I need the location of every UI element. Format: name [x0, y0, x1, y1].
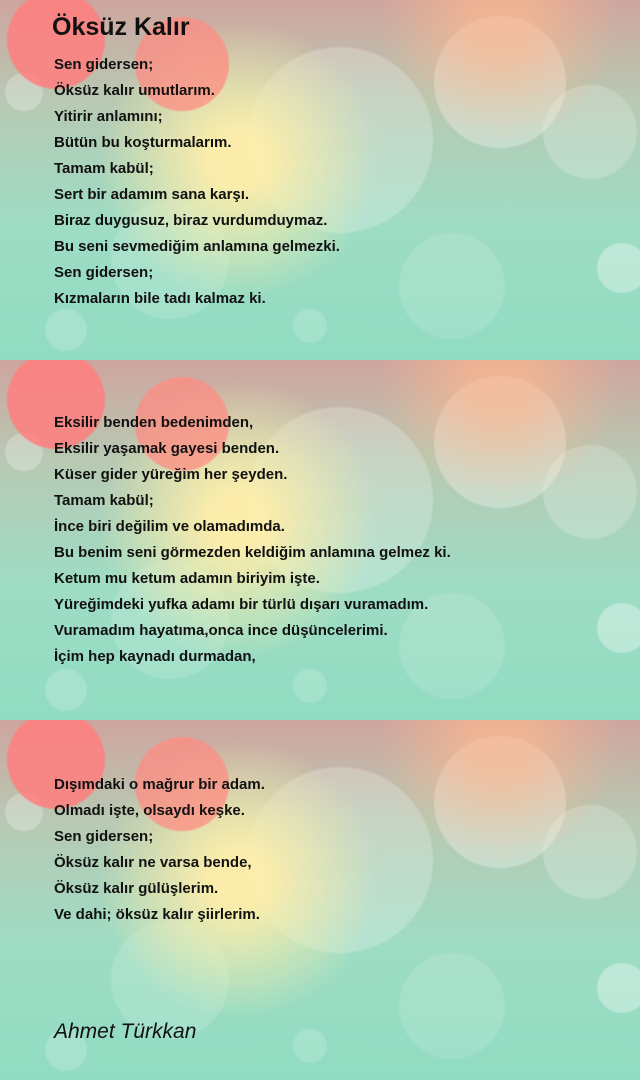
- poem-line: İnce biri değilim ve olamadımda.: [54, 518, 285, 535]
- poem-line: Yitirir anlamını;: [54, 108, 163, 125]
- stanza-2: [54, 410, 451, 670]
- stanza-3: [54, 772, 265, 928]
- poem-line: Dışımdaki o mağrur bir adam.: [54, 776, 265, 793]
- poem-line: Kızmaların bile tadı kalmaz ki.: [54, 290, 266, 307]
- poem-line: Vuramadım hayatıma,onca ince düşüncelerimi.: [54, 622, 388, 639]
- poem-line: Olmadı işte, olsaydı keşke.: [54, 802, 245, 819]
- poem-line: Eksilir benden bedenimden,: [54, 414, 254, 431]
- poem-line: Ve dahi; öksüz kalır şiirlerim.: [54, 906, 260, 923]
- poem-line: Sert bir adamım sana karşı.: [54, 186, 250, 203]
- poem-line: Küser gider yüreğim her şeyden.: [54, 466, 288, 483]
- poem-line: Bütün bu koşturmalarım.: [54, 134, 232, 151]
- poem-line: Sen gidersen;: [54, 264, 154, 281]
- poem-line: Yüreğimdeki yufka adamı bir türlü dışarı vuramadım.: [54, 596, 429, 613]
- poem-line: Öksüz kalır ne varsa bende,: [54, 854, 252, 871]
- poem-panel-1: [0, 0, 640, 360]
- author-name: Ahmet Türkkan: [54, 1020, 197, 1043]
- poem-line: Tamam kabül;: [54, 492, 154, 509]
- poem-line: Sen gidersen;: [54, 828, 154, 845]
- poem-line: Bu seni sevmediğim anlamına gelmezki.: [54, 238, 340, 255]
- stanza-1: [54, 52, 340, 312]
- poem-panel-2: [0, 360, 640, 720]
- poem-line: Biraz duygusuz, biraz vurdumduymaz.: [54, 212, 328, 229]
- poem-line: Tamam kabül;: [54, 160, 154, 177]
- poem-line: Öksüz kalır gülüşlerim.: [54, 880, 219, 897]
- poem-line: Eksilir yaşamak gayesi benden.: [54, 440, 280, 457]
- poem-line: İçim hep kaynadı durmadan,: [54, 648, 256, 665]
- poem-line: Ketum mu ketum adamın biriyim işte.: [54, 570, 320, 587]
- poem-line: Sen gidersen;: [54, 56, 154, 73]
- poem-line: Bu benim seni görmezden keldiğim anlamına gelmez ki.: [54, 544, 451, 561]
- poem-line: Öksüz kalır umutlarım.: [54, 82, 215, 99]
- poem-title: Öksüz Kalır: [52, 13, 190, 41]
- poem-panel-3: [0, 720, 640, 1080]
